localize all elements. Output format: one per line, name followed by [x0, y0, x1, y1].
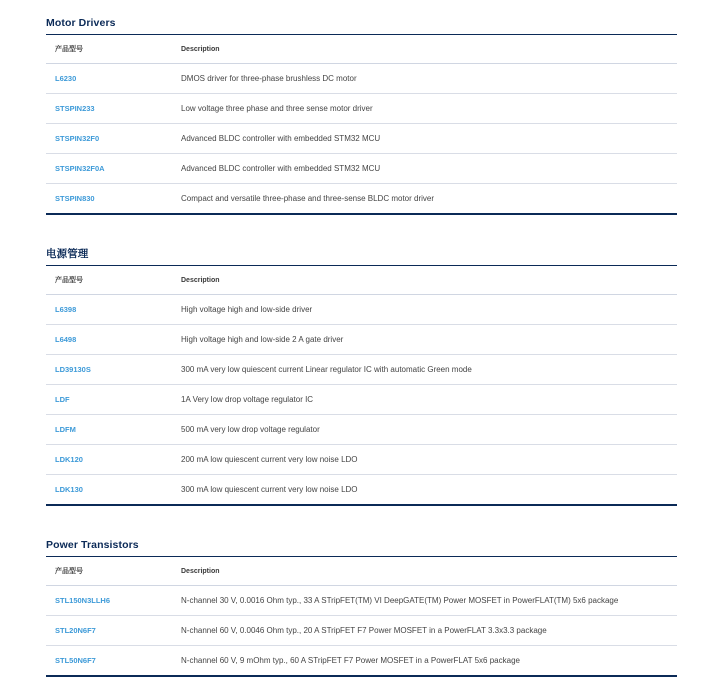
part-number-link[interactable]: STSPIN233 [55, 104, 95, 113]
part-number-link[interactable]: STL150N3LLH6 [55, 596, 111, 605]
product-table [46, 265, 677, 506]
column-header-description: Description [172, 557, 677, 586]
part-number-link[interactable]: STL20N6F7 [55, 626, 96, 635]
section-title: Motor Drivers [46, 17, 116, 29]
section-motor-drivers [46, 12, 677, 215]
table-header-row [46, 35, 677, 64]
table-header-row [46, 266, 677, 295]
table-row [46, 385, 677, 415]
part-number-link[interactable]: STSPIN32F0 [55, 134, 100, 143]
section-power-management [46, 243, 677, 506]
part-number-link[interactable]: STSPIN830 [55, 194, 95, 203]
part-number-link[interactable]: LDK120 [55, 455, 83, 464]
table-row [46, 295, 677, 325]
part-number-link[interactable]: L6398 [55, 305, 77, 314]
description-cell: 300 mA very low quiescent current Linear regulator IC with automatic Green mode [172, 355, 677, 385]
section-power-transistors [46, 534, 677, 677]
description-cell: Low voltage three phase and three sense motor driver [172, 94, 677, 124]
table-row [46, 184, 677, 215]
table-row [46, 124, 677, 154]
description-cell: N-channel 30 V, 0.0016 Ohm typ., 33 A STripFET(TM) VI DeepGATE(TM) Power MOSFET in PowerFLAT(TM) 5x6 package [172, 586, 677, 616]
description-cell: DMOS driver for three-phase brushless DC motor [172, 64, 677, 94]
description-cell: Advanced BLDC controller with embedded STM32 MCU [172, 124, 677, 154]
description-cell: 300 mA low quiescent current very low noise LDO [181, 485, 358, 494]
part-number-link[interactable]: L6498 [55, 335, 77, 344]
description-cell: 1A Very low drop voltage regulator IC [172, 385, 677, 415]
column-header-part: 产品型号 [46, 35, 172, 64]
part-number-link[interactable]: LD39130S [55, 365, 91, 374]
column-header-description: Description [172, 266, 677, 295]
table-row [46, 445, 677, 475]
section-title: 电源管理 [46, 248, 89, 260]
table-row [46, 94, 677, 124]
product-table [46, 556, 677, 677]
column-header-description: Description [172, 35, 677, 64]
table-row [46, 475, 677, 506]
table-row [46, 586, 677, 616]
description-cell: High voltage high and low-side 2 A gate driver [172, 325, 677, 355]
description-cell: High voltage high and low-side driver [172, 295, 677, 325]
table-row [46, 415, 677, 445]
part-number-link[interactable]: LDF [55, 395, 70, 404]
part-number-link[interactable]: LDK130 [55, 485, 83, 494]
column-header-part: 产品型号 [46, 557, 172, 586]
table-row [46, 64, 677, 94]
table-header-row [46, 557, 677, 586]
table-row [46, 616, 677, 646]
description-cell: Compact and versatile three-phase and three-sense BLDC motor driver [181, 194, 435, 203]
part-number-link[interactable]: L6230 [55, 74, 77, 83]
product-table [46, 34, 677, 215]
part-number-link[interactable]: STSPIN32F0A [55, 164, 105, 173]
table-row [46, 325, 677, 355]
description-cell: N-channel 60 V, 9 mOhm typ., 60 A STripFET F7 Power MOSFET in a PowerFLAT 5x6 package [181, 656, 520, 665]
section-title: Power Transistors [46, 539, 139, 551]
description-cell: Advanced BLDC controller with embedded STM32 MCU [172, 154, 677, 184]
part-number-link[interactable]: LDFM [55, 425, 76, 434]
column-header-part: 产品型号 [46, 266, 172, 295]
description-cell: 200 mA low quiescent current very low noise LDO [172, 445, 677, 475]
description-cell: N-channel 60 V, 0.0046 Ohm typ., 20 A STripFET F7 Power MOSFET in a PowerFLAT 3.3x3.3 package [172, 616, 677, 646]
table-row [46, 646, 677, 677]
description-cell: 500 mA very low drop voltage regulator [172, 415, 677, 445]
part-number-link[interactable]: STL50N6F7 [55, 656, 96, 665]
table-row [46, 154, 677, 184]
table-row [46, 355, 677, 385]
